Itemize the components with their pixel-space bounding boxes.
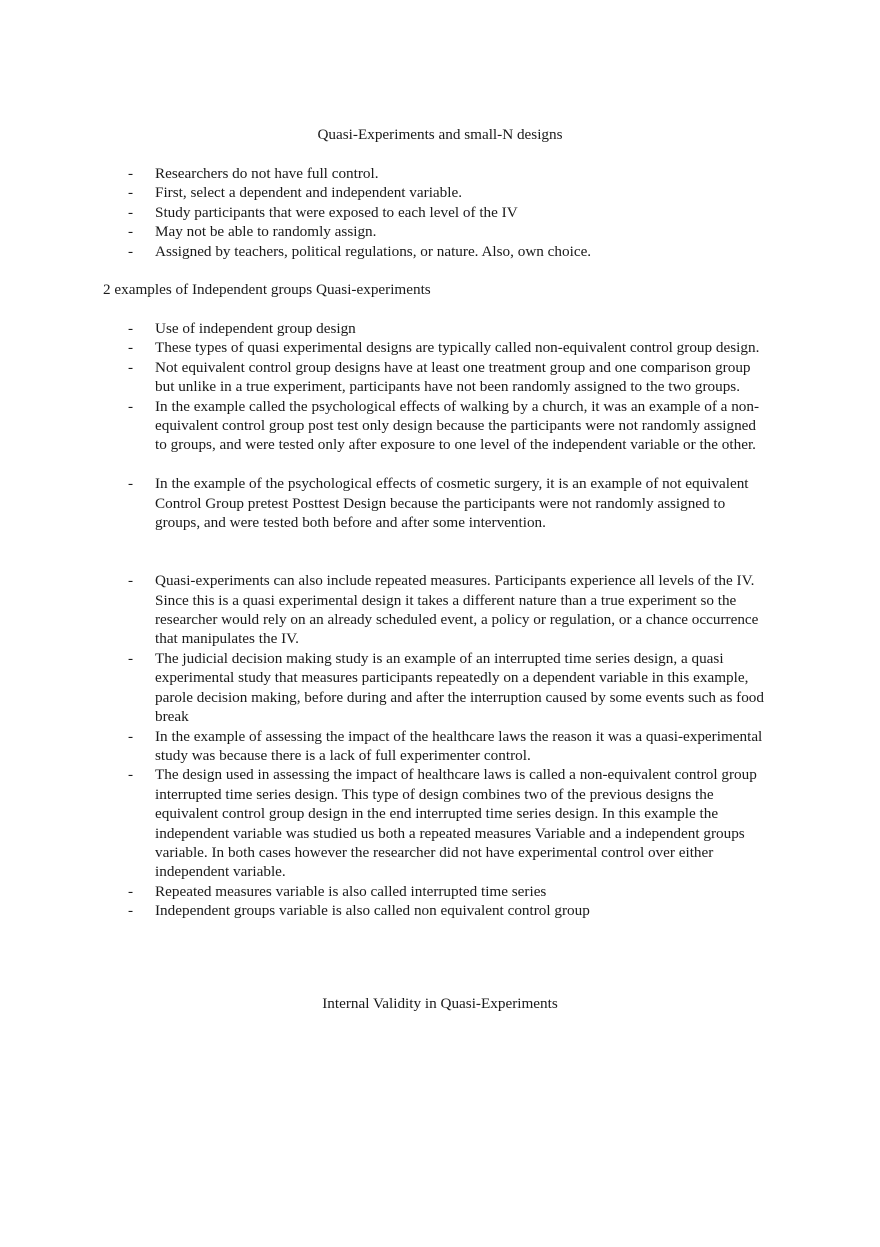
list-item-text: Independent groups variable is also called non equivalent control group	[155, 902, 590, 920]
bullet-marker: -	[128, 572, 134, 590]
bullet-marker: -	[128, 242, 134, 260]
list-item	[0, 203, 767, 222]
list-item	[0, 474, 767, 532]
list-item-text: Quasi-experiments can also include repeated measures. Participants experience all levels of the IV. Since this is a quasi experimental design it takes a different nature than a true experiment so the researcher would rely on an already scheduled event, a policy or regulation, or a chance occurrence that manipulates the IV.	[155, 572, 759, 648]
list-item-text: These types of quasi experimental designs are typically called non-equivalent control group design.	[155, 339, 760, 357]
list-item	[0, 649, 767, 727]
page-title: Quasi-Experiments and small-N designs	[317, 126, 563, 143]
bullet-marker: -	[128, 766, 134, 784]
bullet-marker: -	[128, 475, 134, 493]
list-item-text: Repeated measures variable is also called interrupted time series	[155, 882, 547, 900]
list-item-text: May not be able to randomly assign.	[155, 223, 377, 241]
list-item-text: Assigned by teachers, political regulations, or nature. Also, own choice.	[155, 242, 592, 260]
list-item	[0, 222, 767, 241]
bullet-marker: -	[128, 320, 134, 337]
list-item	[0, 183, 767, 202]
list-item	[0, 727, 767, 766]
bullet-marker: -	[128, 397, 134, 415]
bullet-marker: -	[128, 358, 134, 376]
list-item-text: The design used in assessing the impact of healthcare laws is called a non-equivalent control group interrupted time series design. This type of design combines two of the previous designs the equivalent control group design in the end interrupted time series design. In this example the independent variable was studied us both a repeated measures Variable and a independent groups variable. In both cases however the researcher did not have experimental control over either independent variable.	[155, 766, 757, 881]
independent-groups-bullet-list	[0, 319, 767, 921]
list-item	[0, 397, 767, 455]
bullet-marker: -	[128, 184, 134, 202]
list-item-text: In the example called the psychological effects of walking by a church, it was an example of a non-equivalent control group post test only design because the participants were not randomly assigned to groups, and were tested only after exposure to one level of the independent variable or the other.	[155, 397, 760, 454]
list-item-text: Use of independent group design	[155, 320, 356, 337]
list-item	[0, 164, 767, 183]
list-item	[0, 242, 767, 261]
list-item	[0, 319, 767, 338]
bullet-marker: -	[128, 165, 134, 182]
list-item-text: In the example of assessing the impact of the healthcare laws the reason it was a quasi-experimental study was because there is a lack of full experimenter control.	[155, 727, 763, 764]
bullet-marker: -	[128, 727, 134, 745]
list-item-text: Study participants that were exposed to each level of the IV	[155, 203, 518, 221]
bullet-marker: -	[128, 649, 134, 667]
list-item	[0, 571, 767, 649]
list-item-text: Researchers do not have full control.	[155, 165, 379, 182]
list-item	[0, 882, 767, 901]
list-item	[0, 901, 767, 920]
list-item	[0, 765, 767, 881]
bullet-marker: -	[128, 203, 134, 221]
list-item-text: In the example of the psychological effects of cosmetic surgery, it is an example of not equivalent Control Group pretest Posttest Design because the participants were not randomly assigned to groups, and were tested both before and after some intervention.	[155, 475, 749, 532]
internal-validity-heading: Internal Validity in Quasi-Experiments	[322, 995, 558, 1012]
independent-groups-heading: 2 examples of Independent groups Quasi-experiments	[103, 281, 431, 298]
list-item	[0, 358, 767, 397]
list-item-text: The judicial decision making study is an example of an interrupted time series design, a quasi experimental study that measures participants repeatedly on a dependent variable in this example, parole decision making, before during and after the interruption caused by some events such as food break	[155, 649, 764, 726]
bullet-marker: -	[128, 902, 134, 920]
bullet-marker: -	[128, 882, 134, 900]
bullet-marker: -	[128, 339, 134, 357]
bullet-marker: -	[128, 223, 134, 241]
list-item	[0, 338, 767, 357]
intro-bullet-list	[0, 164, 767, 261]
list-item-text: Not equivalent control group designs have at least one treatment group and one comparison group but unlike in a true experiment, participants have not been randomly assigned to the two groups.	[155, 358, 751, 396]
list-item-text: First, select a dependent and independent variable.	[155, 184, 463, 202]
